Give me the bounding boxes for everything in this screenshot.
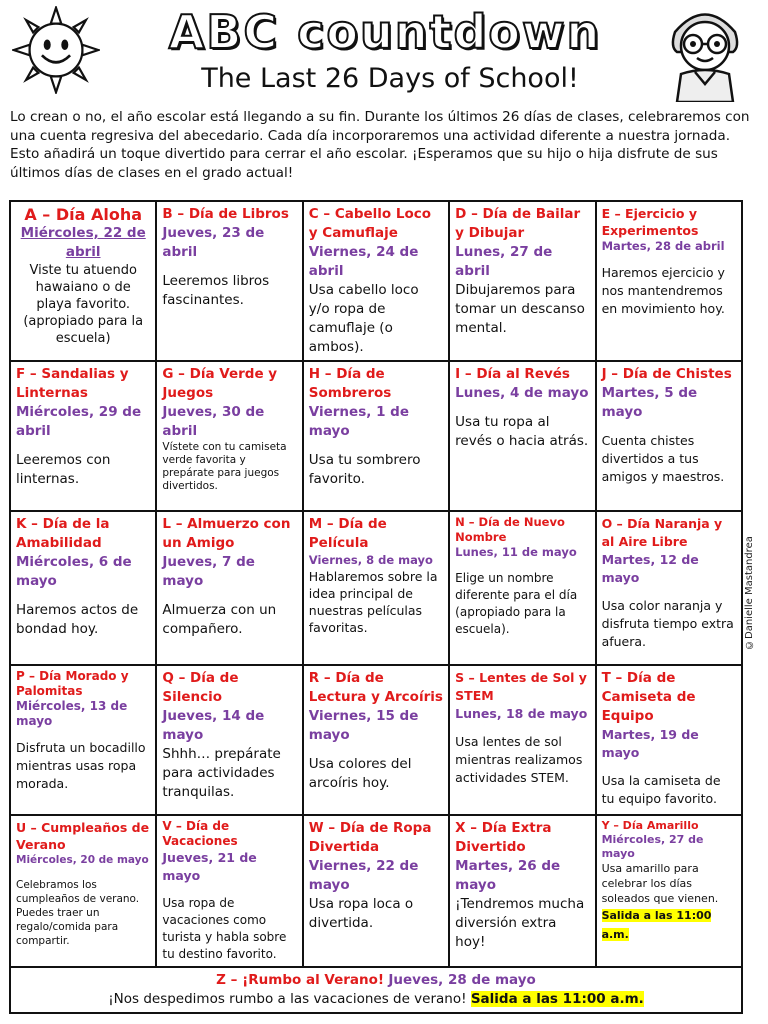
day-description: Usa la camiseta de tu equipo favorito. bbox=[601, 773, 721, 806]
day-title: H – Día de Sombreros bbox=[308, 366, 392, 401]
day-date: Martes, 12 de mayo bbox=[601, 552, 699, 585]
day-date: Miércoles, 6 de mayo bbox=[16, 554, 132, 589]
day-description: Vístete con tu camiseta verde favorita y prepárate para juegos divertidos. bbox=[162, 441, 287, 492]
table-row bbox=[10, 967, 742, 1013]
day-date: Martes, 5 de mayo bbox=[601, 385, 698, 420]
day-title: U – Cumpleaños de Verano bbox=[16, 820, 150, 852]
day-cell-n bbox=[449, 511, 595, 665]
day-description: Cuenta chistes divertidos a tus amigos y maestros. bbox=[601, 433, 725, 484]
day-description: Usa color naranja y disfruta tiempo extra afuera. bbox=[601, 598, 734, 649]
page-title: ABC countdown bbox=[168, 5, 602, 59]
smiling-sun-icon bbox=[12, 6, 100, 94]
day-date: Miércoles, 29 de abril bbox=[16, 404, 142, 439]
day-title: P – Día Morado y Palomitas bbox=[16, 669, 129, 698]
day-cell-j bbox=[596, 361, 742, 511]
day-cell-e bbox=[596, 201, 742, 361]
table-row bbox=[10, 361, 742, 511]
day-description: Haremos actos de bondad hoy. bbox=[16, 602, 139, 637]
day-date: Jueves, 7 de mayo bbox=[162, 554, 255, 589]
day-title: L – Almuerzo con un Amigo bbox=[162, 516, 291, 551]
day-date: Martes, 26 de mayo bbox=[455, 858, 561, 893]
day-title: N – Día de Nuevo Nombre bbox=[455, 515, 565, 544]
day-date: Jueves, 14 de mayo bbox=[162, 708, 265, 743]
day-title: V – Día de Vacaciones bbox=[162, 819, 238, 848]
day-description: ¡Tendremos mucha diversión extra hoy! bbox=[455, 896, 585, 950]
day-title: Y – Día Amarillo bbox=[601, 819, 699, 832]
early-dismissal-note: Salida a las 11:00 a.m. bbox=[470, 991, 644, 1007]
day-date: Lunes, 4 de mayo bbox=[455, 385, 589, 401]
day-description: Dibujaremos para tomar un descanso mental. bbox=[455, 282, 585, 336]
day-date: Viernes, 22 de mayo bbox=[308, 858, 419, 893]
day-cell-r bbox=[303, 665, 449, 815]
day-title: B – Día de Libros bbox=[162, 206, 289, 222]
day-title: J – Día de Chistes bbox=[601, 366, 732, 382]
day-title: T – Día de Camiseta de Equipo bbox=[601, 670, 696, 724]
day-cell-g bbox=[156, 361, 302, 511]
day-cell-d bbox=[449, 201, 595, 361]
day-date: Jueves, 30 de abril bbox=[162, 404, 265, 439]
day-cell-o bbox=[596, 511, 742, 665]
day-date: Miércoles, 27 de mayo bbox=[601, 833, 704, 860]
day-cell-p bbox=[10, 665, 156, 815]
day-description: Leeremos libros fascinantes. bbox=[162, 273, 270, 308]
day-description: Usa lentes de sol mientras realizamos actividades STEM. bbox=[455, 734, 583, 785]
day-cell-x bbox=[449, 815, 595, 967]
copyright-text: ©Danielle Mastandrea bbox=[744, 536, 755, 650]
day-date: Jueves, 28 de mayo bbox=[388, 972, 536, 988]
day-title: F – Sandalias y Linternas bbox=[16, 366, 129, 401]
day-description: Usa tu sombrero favorito. bbox=[308, 452, 421, 487]
day-title: Q – Día de Silencio bbox=[162, 670, 239, 705]
table-row bbox=[10, 665, 742, 815]
day-description: Almuerza con un compañero. bbox=[162, 602, 277, 637]
table-row bbox=[10, 511, 742, 665]
day-title: A – Día Aloha bbox=[24, 205, 143, 224]
table-row bbox=[10, 815, 742, 967]
day-description: Haremos ejercicio y nos mantendremos en movimiento hoy. bbox=[601, 265, 725, 316]
day-cell-y bbox=[596, 815, 742, 967]
day-title: G – Día Verde y Juegos bbox=[162, 366, 278, 401]
day-cell-l bbox=[156, 511, 302, 665]
day-title: I – Día al Revés bbox=[455, 366, 570, 382]
day-cell-c bbox=[303, 201, 449, 361]
day-cell-i bbox=[449, 361, 595, 511]
day-title: E – Ejercicio y Experimentos bbox=[601, 206, 699, 238]
day-date: Lunes, 11 de mayo bbox=[455, 545, 577, 559]
day-cell-z bbox=[10, 967, 742, 1013]
day-description: Elige un nombre diferente para el día (apropiado para la escuela). bbox=[455, 571, 578, 636]
day-title: C – Cabello Loco y Camuflaje bbox=[308, 206, 432, 241]
day-date: Viernes, 8 de mayo bbox=[308, 553, 433, 567]
day-cell-a bbox=[10, 201, 156, 361]
day-date: Jueves, 23 de abril bbox=[162, 225, 265, 260]
day-description: Usa colores del arcoíris hoy. bbox=[308, 756, 412, 791]
day-description: Usa cabello loco y/o ropa de camuflaje (o ambos). bbox=[308, 282, 419, 355]
day-title: O – Día Naranja y al Aire Libre bbox=[601, 516, 723, 549]
day-date: Viernes, 24 de abril bbox=[308, 244, 419, 279]
early-dismissal-note: Salida a las 11:00 a.m. bbox=[601, 909, 712, 941]
day-cell-u bbox=[10, 815, 156, 967]
day-title: Z – ¡Rumbo al Verano! bbox=[216, 972, 385, 988]
day-date: Martes, 28 de abril bbox=[601, 239, 725, 253]
day-cell-s bbox=[449, 665, 595, 815]
day-date: Miércoles, 20 de mayo bbox=[16, 854, 149, 866]
day-cell-v bbox=[156, 815, 302, 967]
day-description: Shhh… prepárate para actividades tranquilas. bbox=[162, 746, 281, 800]
day-cell-w bbox=[303, 815, 449, 967]
day-cell-h bbox=[303, 361, 449, 511]
day-title: R – Día de Lectura y Arcoíris bbox=[308, 670, 443, 705]
day-description: ¡Nos despedimos rumbo a las vacaciones de verano! bbox=[108, 991, 467, 1007]
day-cell-q bbox=[156, 665, 302, 815]
day-description: Hablaremos sobre la idea principal de nuestras películas favoritas. bbox=[308, 569, 438, 635]
day-date: Lunes, 27 de abril bbox=[455, 244, 553, 279]
day-description: Usa amarillo para celebrar los días soleados que vienen. bbox=[601, 862, 719, 905]
day-title: K – Día de la Amabilidad bbox=[16, 516, 110, 551]
day-title: X – Día Extra Divertido bbox=[455, 820, 552, 855]
day-title: D – Día de Bailar y Dibujar bbox=[455, 206, 581, 241]
day-date: Miércoles, 13 de mayo bbox=[16, 699, 128, 728]
page-subtitle: The Last 26 Days of School! bbox=[201, 63, 579, 94]
day-date: Miércoles, 22 de abril bbox=[20, 225, 146, 260]
day-title: W – Día de Ropa Divertida bbox=[308, 820, 432, 855]
day-date: Jueves, 21 de mayo bbox=[162, 850, 257, 883]
day-cell-f bbox=[10, 361, 156, 511]
day-description: Leeremos con linternas. bbox=[16, 452, 111, 487]
day-cell-m bbox=[303, 511, 449, 665]
day-date: Lunes, 18 de mayo bbox=[455, 706, 588, 721]
day-date: Viernes, 1 de mayo bbox=[308, 404, 409, 439]
day-title: M – Día de Película bbox=[308, 516, 387, 551]
day-description: Usa ropa loca o divertida. bbox=[308, 896, 414, 931]
day-description: Usa ropa de vacaciones como turista y habla sobre tu destino favorito. bbox=[162, 896, 287, 961]
day-date: Viernes, 15 de mayo bbox=[308, 708, 419, 743]
day-cell-k bbox=[10, 511, 156, 665]
day-description: Disfruta un bocadillo mientras usas ropa morada. bbox=[16, 740, 146, 791]
day-description: Viste tu atuendo hawaiano o de playa favorito. (apropiado para la escuela) bbox=[23, 263, 144, 346]
day-description: Usa tu ropa al revés o hacia atrás. bbox=[455, 414, 589, 449]
abc-calendar-table bbox=[9, 200, 743, 1014]
day-description: Celebramos los cumpleaños de verano. Puedes traer un regalo/comida para compartir. bbox=[16, 879, 140, 947]
intro-paragraph: Lo crean o no, el año escolar está llegando a su fin. Durante los últimos 26 días de clases, celebraremos con una cuenta regresiva del abecedario. Cada día incorporaremos una actividad diferente a nuestra jornada. Esto añadirá un toque divertido para cerrar el año escolar. ¡Esperamos que su hijo o hija disfrute de sus últimos días de clases en el grado actual! bbox=[10, 109, 750, 181]
kid-with-glasses-icon bbox=[655, 2, 755, 102]
day-date: Martes, 19 de mayo bbox=[601, 727, 699, 760]
day-title: S – Lentes de Sol y STEM bbox=[455, 670, 587, 703]
table-row bbox=[10, 201, 742, 361]
day-cell-t bbox=[596, 665, 742, 815]
day-cell-b bbox=[156, 201, 302, 361]
page-header bbox=[0, 0, 768, 105]
